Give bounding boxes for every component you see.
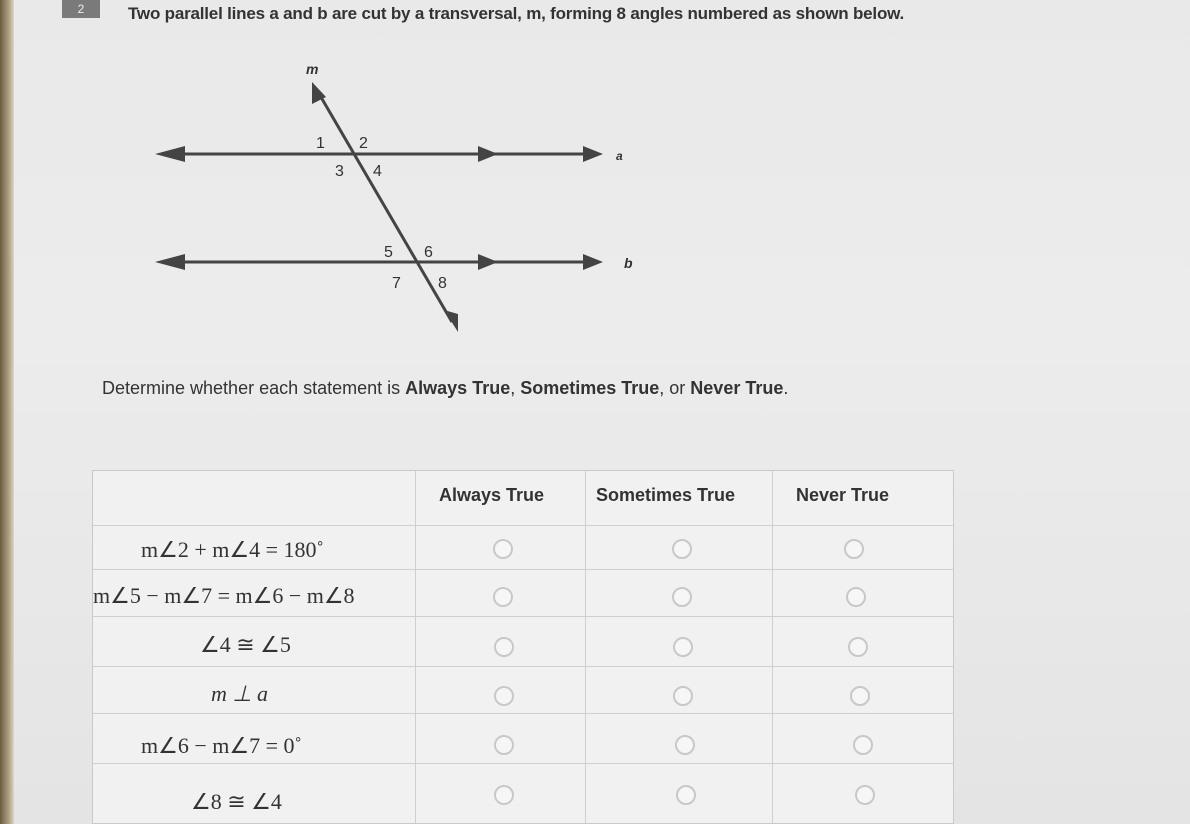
table-row-divider (93, 616, 953, 617)
radio-row3-always[interactable] (494, 637, 514, 657)
col-divider (585, 471, 586, 823)
question-number: 2 (62, 0, 100, 18)
radio-row2-never[interactable] (846, 587, 866, 607)
angle-8-label: 8 (438, 275, 447, 292)
line-b-label: b (624, 255, 633, 271)
angle-6-label: 6 (424, 244, 433, 261)
radio-row1-always[interactable] (493, 539, 513, 559)
instructions-sep1: , (510, 378, 521, 398)
radio-row4-never[interactable] (850, 686, 870, 706)
statement-6: ∠8 ≅ ∠4 (191, 789, 282, 814)
line-a-arrow-right (583, 146, 603, 162)
header-always-true: Always True (439, 485, 545, 505)
line-b-arrow-right (583, 254, 603, 270)
instructions (102, 378, 788, 399)
instructions-always: Always True (405, 378, 511, 398)
col-divider (772, 471, 773, 823)
header-never-true: Never True (796, 485, 890, 505)
angle-7-label: 7 (392, 275, 401, 292)
angle-1-label: 1 (316, 135, 325, 152)
radio-row2-always[interactable] (493, 587, 513, 607)
radio-row6-always[interactable] (494, 785, 514, 805)
radio-row1-never[interactable] (844, 539, 864, 559)
transversal-m (318, 92, 452, 322)
radio-row5-always[interactable] (494, 735, 514, 755)
table-row-divider (93, 763, 953, 764)
transversal-diagram (0, 0, 1190, 370)
line-a-arrow-left (155, 146, 185, 162)
line-b-arrow-mid (478, 254, 498, 270)
instructions-sep2: , or (659, 378, 691, 398)
radio-row1-sometimes[interactable] (672, 539, 692, 559)
question-prompt: Two parallel lines a and b are cut by a transversal, m, forming 8 angles numbered as shown below. (128, 4, 905, 23)
radio-row5-sometimes[interactable] (675, 735, 695, 755)
radio-row3-sometimes[interactable] (673, 637, 693, 657)
transversal-label: m (306, 61, 319, 77)
angle-3-label: 3 (335, 163, 344, 180)
radio-row3-never[interactable] (848, 637, 868, 657)
radio-row2-sometimes[interactable] (672, 587, 692, 607)
answer-table (92, 470, 954, 824)
radio-row6-never[interactable] (855, 785, 875, 805)
line-a-arrow-mid (478, 146, 498, 162)
radio-row5-never[interactable] (853, 735, 873, 755)
angle-2-label: 2 (359, 135, 368, 152)
col-divider (415, 471, 416, 823)
line-b-arrow-left (155, 254, 185, 270)
instructions-never: Never True (690, 378, 784, 398)
statement-5: m∠6 − m∠7 = 0˚ (141, 733, 302, 758)
table-row-divider (93, 666, 953, 667)
radio-row6-sometimes[interactable] (676, 785, 696, 805)
statement-3: ∠4 ≅ ∠5 (200, 632, 291, 657)
statement-4: m ⊥ a (211, 681, 269, 706)
header-sometimes-true: Sometimes True (596, 485, 736, 505)
radio-row4-always[interactable] (494, 686, 514, 706)
instructions-sometimes: Sometimes True (520, 378, 660, 398)
angle-5-label: 5 (384, 244, 393, 261)
table-row-divider (93, 713, 953, 714)
statement-2: m∠5 − m∠7 = m∠6 − m∠8 (93, 583, 355, 608)
instructions-lead: Determine whether each statement is (102, 378, 406, 398)
table-row-divider (93, 569, 953, 570)
angle-4-label: 4 (373, 163, 382, 180)
radio-row4-sometimes[interactable] (673, 686, 693, 706)
transversal-arrow-bottom (444, 310, 458, 332)
statement-1: m∠2 + m∠4 = 180˚ (141, 537, 324, 562)
instructions-end: . (783, 378, 789, 398)
line-a-label: a (616, 149, 623, 163)
table-row-divider (93, 525, 953, 526)
